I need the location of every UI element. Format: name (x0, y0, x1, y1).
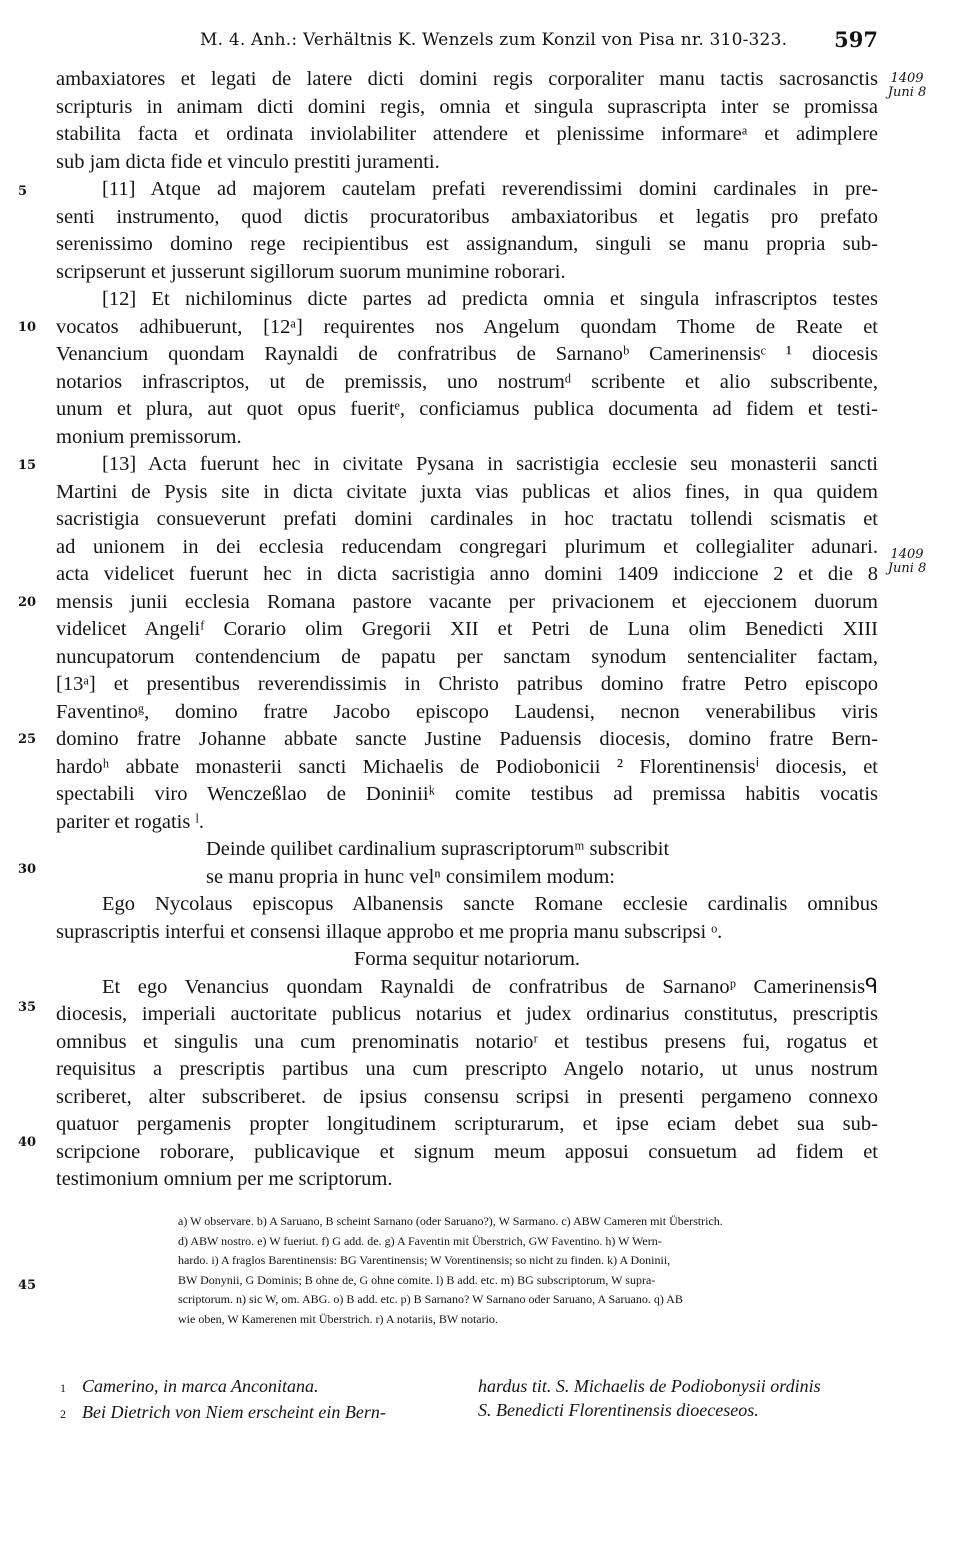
footnote-number: 2 (60, 1407, 66, 1421)
text-line: scripcione roborare, publicavique et signum meum apposui consuetum ad fidem et (56, 1140, 878, 1163)
margin-date: 1409 Juni 8 (887, 71, 927, 100)
apparatus-line: wie oben, W Kamerenen mit Überstrich. r) A notariis, BW notario. (178, 1311, 498, 1326)
text-line: scriberet, alter subscriberet. de ipsius consensu scripsi in presenti pergameno connexo (56, 1085, 878, 1108)
text-line: diocesis, imperiali auctoritate publicus notarius et judex ordinarius constitutus, prescriptis (56, 1003, 878, 1025)
footnote-text: Camerino, in marca Anconitana. (82, 1376, 319, 1396)
footnote-continuation: S. Benedicti Florentinensis dioeceseos. (478, 1400, 759, 1420)
line-number: 30 (18, 862, 37, 877)
text-line: se manu propria in hunc velⁿ consimilem modum: (206, 865, 615, 888)
text-line: nuncupatorum contendencium de papatu per sanctam synodum sentencialiter factam, (56, 645, 878, 668)
text-line: vocatos adhibuerunt, [12ᵃ] requirentes nos Angelum quondam Thome de Reate et (56, 315, 878, 338)
text-line: testimonium omnium per me scriptorum. (56, 1168, 393, 1190)
text-line: scripserunt et jusserunt sigillorum suorum munimine roborari. (56, 260, 566, 283)
footnote-continuation: hardus tit. S. Michaelis de Podiobonysii ordinis (478, 1376, 821, 1396)
running-title: M. 4. Anh.: Verhältnis K. Wenzels zum Konzil von Pisa nr. 310-323. (200, 30, 788, 50)
page-number: 597 (834, 27, 878, 52)
footnote (60, 1400, 460, 1426)
text-line: ad unionem in dei ecclesia reducendam congregari plurimum et collegialiter adunari. (56, 535, 878, 558)
margin-date: 1409 Juni 8 (887, 547, 927, 576)
footnotes-left-column (60, 1374, 460, 1426)
apparatus-line: a) W observare. b) A Saruano, B scheint Sarnano (oder Saruano?), W Sarmano. c) ABW Cameren mit Überstrich. (178, 1214, 723, 1228)
line-number: 10 (18, 320, 37, 335)
apparatus-line: hardo. i) A fraglos Barentinensis: BG Varentinensis; W Vorentinensis; so nicht zu finden. k) A Doninii, (178, 1253, 671, 1267)
text-line: Ego Nycolaus episcopus Albanensis sancte Romane ecclesie cardinalis omnibus (102, 893, 878, 915)
footnote (60, 1374, 460, 1400)
text-line: acta videlicet fuerunt hec in dicta sacristigia anno domini 1409 indiccione 2 et die 8 (56, 563, 878, 585)
line-number: 15 (18, 458, 37, 473)
footnote-text: Bei Dietrich von Niem erscheint ein Bern- (82, 1402, 386, 1422)
text-line: pariter et rogatis ˡ. (56, 810, 204, 833)
text-line: suprascriptis interfui et consensi illaque approbo et me propria manu subscripsi ᵒ. (56, 920, 723, 943)
text-line: spectabili viro Wenczeßlao de Doniniiᵏ comite testibus ad premissa habitis vocatis (56, 783, 878, 805)
text-line: [13ᵃ] et presentibus reverendissimis in Christo patribus domino fratre Petro episcopo (56, 673, 878, 695)
text-line: omnibus et singulis una cum prenominatis notarioʳ et testibus presens fui, rogatus et (56, 1030, 878, 1053)
line-number: 20 (18, 595, 37, 610)
text-line: sacristigia consueverunt prefati domini cardinales in hoc tractatu tollendi scismatis et (56, 508, 878, 530)
text-line: mensis junii ecclesia Romana pastore vacante per privacionem et ejeccionem duorum (56, 590, 878, 613)
text-line: [11] Atque ad majorem cautelam prefati reverendissimi domini cardinales in pre- (102, 178, 878, 200)
text-line: serenissimo domino rege recipientibus est assignandum, singuli se manu propria sub- (56, 233, 878, 255)
line-number: 5 (18, 184, 28, 199)
apparatus-line: BW Donynii, G Dominis; B ohne de, G ohne comite. l) B add. etc. m) BG subscriptorum, W supra- (178, 1272, 656, 1287)
text-line: requisitus a prescriptis partibus una cum prescripto Angelo notario, ut unus nostrum (56, 1058, 878, 1080)
text-line: videlicet Angeliᶠ Corario olim Gregorii XII et Petri de Luna olim Benedicti XIII (56, 618, 878, 640)
text-line: hardoʰ abbate monasterii sancti Michaelis de Podiobonicii ² Florentinensisⁱ diocesis, et (56, 755, 878, 778)
text-line: Et ego Venancius quondam Raynaldi de confratribus de Sarnanoᵖ Camerinensisᑫ (102, 975, 878, 998)
text-line: [13] Acta fuerunt hec in civitate Pysana in sacristigia ecclesie seu monasterii sancti (102, 453, 878, 475)
text-line: [12] Et nichilominus dicte partes ad predicta omnia et singula infrascriptos testes (102, 288, 878, 310)
text-line: Forma sequitur notariorum. (353, 948, 581, 970)
text-line: Martini de Pysis site in dicta civitate juxta vias publicas et alios fines, in qua quidem (56, 480, 878, 503)
line-number: 40 (18, 1135, 37, 1150)
running-header (200, 27, 878, 54)
line-number: 25 (18, 732, 37, 747)
apparatus-line: d) ABW nostro. e) W fueriut. f) G add. de. g) A Faventin mit Überstrich, GW Faventino. h) W Wern- (178, 1233, 662, 1248)
line-number: 35 (18, 1000, 37, 1015)
line-number: 45 (18, 1278, 37, 1293)
text-line: sub jam dicta fide et vinculo prestiti juramenti. (56, 150, 440, 173)
text-line: stabilita facta et ordinata inviolabiliter attendere et plenissime informareᵃ et adimplere (56, 123, 878, 145)
text-line: unum et plura, aut quot opus fueritᵉ, conficiamus publica documenta ad fidem et testi- (56, 398, 878, 420)
critical-apparatus (178, 1212, 878, 1329)
footnotes-right-column (478, 1374, 898, 1422)
text-line: quatuor pergamenis propter longitudinem scripturarum, et ipse eciam debet sua sub- (56, 1113, 878, 1135)
main-text (56, 66, 878, 1194)
text-line: Faventinoᵍ, domino fratre Jacobo episcopo Laudensi, necnon venerabilibus viris (56, 700, 878, 723)
text-line: scripturis in animam dicti domini regis, omnia et singula suprascripta inter se promissa (56, 95, 878, 118)
text-line: ambaxiatores et legati de latere dicti domini regis corporaliter manu tactis sacrosanctis (56, 68, 878, 90)
apparatus-line: scriptorum. n) sic W, om. ABG. o) B add. etc. p) B Sarnano? W Sarnano oder Saruano, A Saruano. q) AB (178, 1292, 683, 1306)
text-line: monium premissorum. (56, 425, 242, 448)
text-line: Deinde quilibet cardinalium suprascriptorumᵐ subscribit (206, 838, 670, 860)
footnote-number: 1 (60, 1381, 66, 1395)
text-line: notarios infrascriptos, ut de premissis, uno nostrumᵈ scribente et alio subscribente, (56, 370, 878, 393)
text-line: senti instrumento, quod dictis procuratoribus ambaxiatoribus et legatis pro prefato (56, 205, 878, 228)
text-line: Venancium quondam Raynaldi de confratribus de Sarnanoᵇ Camerinensisᶜ ¹ diocesis (56, 343, 878, 365)
text-line: domino fratre Johanne abbate sancte Justine Paduensis diocesis, domino fratre Bern- (56, 728, 878, 750)
